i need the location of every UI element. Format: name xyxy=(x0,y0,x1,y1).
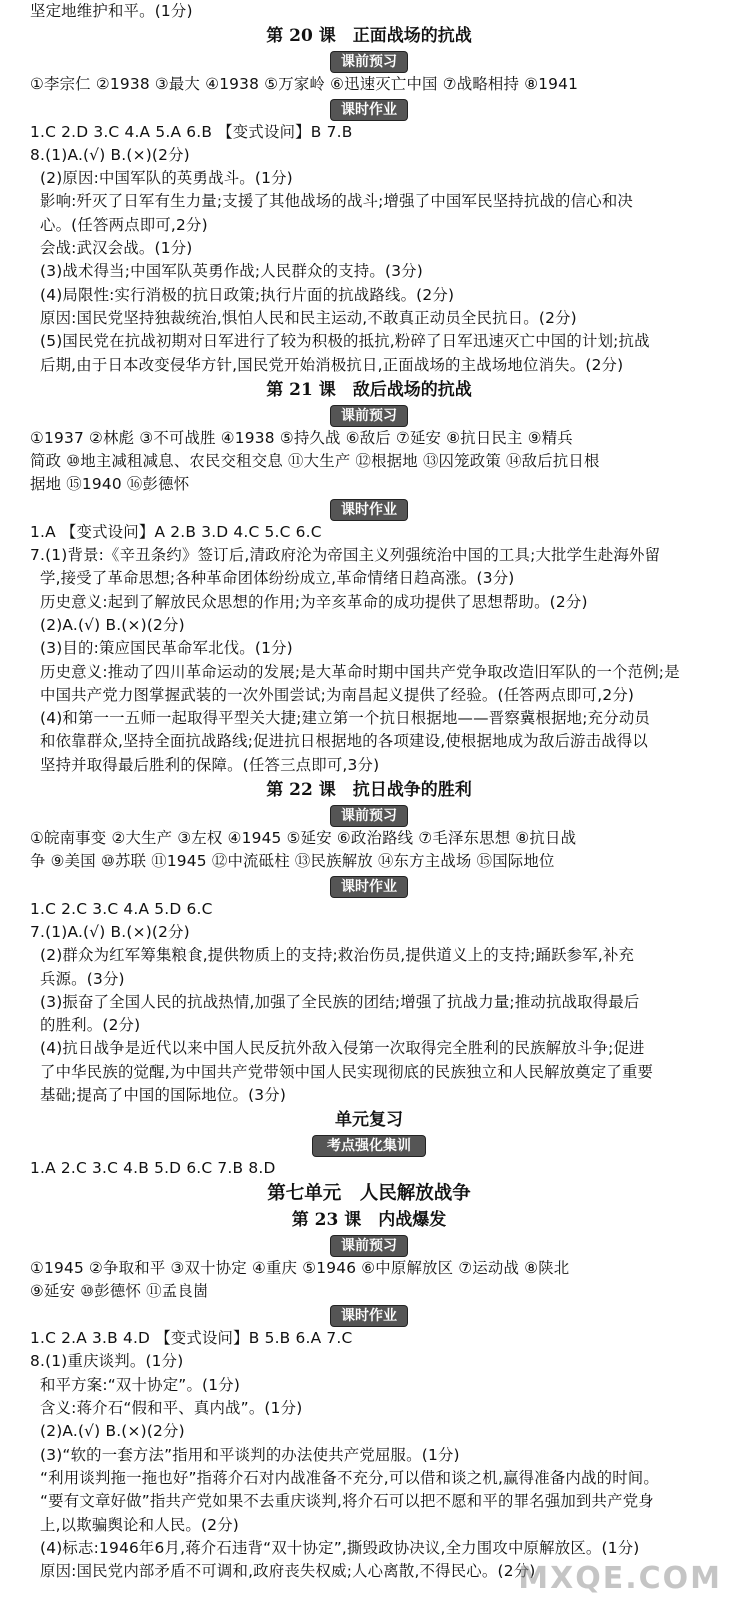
text-line: (4)局限性:实行消极的抗日政策;执行片面的抗战路线。(2分) xyxy=(40,285,455,304)
text-line: (2)群众为红军筹集粮食,提供物质上的支持;救治伤员,提供道义上的支持;踊跃参军,补充 xyxy=(40,946,635,965)
text-line: ①皖南事变 ②大生产 ③左权 ④1945 ⑤延安 ⑥政治路线 ⑦毛泽东思想 ⑧抗日战 xyxy=(30,829,577,848)
text-line: 历史意义:起到了解放民众思想的作用;为辛亥革命的成功提供了思想帮助。(2分) xyxy=(40,592,588,611)
text-line: 坚定地维护和平。(1分) xyxy=(30,2,193,20)
text-line: 中国共产党力图掌握武装的一次外围尝试;为南昌起义提供了经验。(任答两点即可,2分) xyxy=(40,685,635,704)
homework-label: 课时作业 xyxy=(331,1306,407,1326)
text-line: 8.(1)重庆谈判。(1分) xyxy=(30,1352,184,1371)
text-line: 原因:国民党内部矛盾不可调和,政府丧失权威;人心离散,不得民心。(2分) xyxy=(40,1562,536,1581)
homework-header xyxy=(30,1303,708,1327)
text-line: 历史意义:推动了四川革命运动的发展;是大革命时期中国共产党争取改造旧军队的一个范例;是 xyxy=(40,662,680,681)
text-line: (4)标志:1946年6月,蒋介石违背“双十协定”,撕毁政协决议,全力围攻中原解放区。(1分) xyxy=(40,1538,640,1557)
text-line: (3)振奋了全国人民的抗战热情,加强了全民族的团结;增强了抗战力量;推动抗战取得最后 xyxy=(40,992,640,1011)
preview-header xyxy=(30,1233,708,1257)
preview-label: 课前预习 xyxy=(331,406,407,426)
text-line: (2)A.(√) B.(×)(2分) xyxy=(40,1422,185,1441)
text-line: ①1945 ②争取和平 ③双十协定 ④重庆 ⑤1946 ⑥中原解放区 ⑦运动战 ⑧陕北 xyxy=(30,1258,570,1277)
text-line: 学,接受了革命思想;各种革命团体纷纷成立,革命情绪日趋高涨。(3分) xyxy=(40,569,515,588)
text-line: 了中华民族的觉醒,为中国共产党带领中国人民实现彻底的民族独立和人民解放奠定了重要 xyxy=(40,1062,654,1081)
text-line: 基础;提高了中国的国际地位。(3分) xyxy=(40,1085,287,1104)
text-line: ①李宗仁 ②1938 ③最大 ④1938 ⑤万家岭 ⑥迅速灭亡中国 ⑦战略相持 ⑧1941 xyxy=(30,75,579,94)
text-line: 坚持并取得最后胜利的保障。(任答三点即可,3分) xyxy=(40,755,380,774)
text-line: 心。(任答两点即可,2分) xyxy=(40,215,208,234)
drill-header xyxy=(30,1133,708,1157)
text-line: 含义:蒋介石“假和平、真内战”。(1分) xyxy=(40,1399,303,1418)
text-line: 原因:国民党坚持独裁统治,惧怕人民和民主运动,不敢真正动员全民抗日。(2分) xyxy=(40,308,577,327)
preview-header xyxy=(30,403,708,427)
text-line: 1.C 2.D 3.C 4.A 5.A 6.B 【变式设问】B 7.B xyxy=(30,122,353,141)
lesson-23-title: 第 23 课 内战爆发 xyxy=(291,1209,447,1230)
text-line: (4)和第一一五师一起取得平型关大捷;建立第一个抗日根据地——晋察冀根据地;充分动员 xyxy=(40,709,651,728)
text-line: 的胜利。(2分) xyxy=(40,1016,141,1035)
lesson-22-title: 第 22 课 抗日战争的胜利 xyxy=(266,780,472,801)
homework-header xyxy=(30,874,708,898)
text-line: (2)A.(√) B.(×)(2分) xyxy=(40,615,185,634)
text-line: (3)战术得当;中国军队英勇作战;人民群众的支持。(3分) xyxy=(40,262,423,281)
homework-label: 课时作业 xyxy=(331,877,407,897)
text-line: 简政 ⑩地主减租减息、农民交租交息 ⑪大生产 ⑫根据地 ⑬囚笼政策 ⑭敌后抗日根 xyxy=(30,452,600,471)
unit-7-title: 第七单元 人民解放战争 xyxy=(267,1182,471,1204)
text-line: 争 ⑨美国 ⑩苏联 ⑪1945 ⑫中流砥柱 ⑬民族解放 ⑭东方主战场 ⑮国际地位 xyxy=(30,852,555,871)
preview-header xyxy=(30,803,708,827)
drill-label: 考点强化集训 xyxy=(313,1136,425,1156)
homework-header xyxy=(30,497,708,521)
text-line: 1.C 2.C 3.C 4.A 5.D 6.C xyxy=(30,899,213,918)
preview-label: 课前预习 xyxy=(331,52,407,72)
text-line: (3)“软的一套方法”指用和平谈判的办法使共产党屈服。(1分) xyxy=(40,1445,460,1464)
text-line: 会战:武汉会战。(1分) xyxy=(40,239,193,258)
homework-label: 课时作业 xyxy=(331,100,407,120)
text-line: (4)抗日战争是近代以来中国人民反抗外敌入侵第一次取得完全胜利的民族解放斗争;促进 xyxy=(40,1039,645,1058)
lesson-20-title: 第 20 课 正面战场的抗战 xyxy=(266,26,472,47)
text-line: 1.A 2.C 3.C 4.B 5.D 6.C 7.B 8.D xyxy=(30,1159,276,1178)
preview-label: 课前预习 xyxy=(331,806,407,826)
preview-label: 课前预习 xyxy=(331,1236,407,1256)
watermark: MXQE.COM xyxy=(518,1561,722,1596)
lesson-21-title: 第 21 课 敌后战场的抗战 xyxy=(266,379,472,400)
text-line: 1.A 【变式设问】A 2.B 3.D 4.C 5.C 6.C xyxy=(30,522,322,541)
text-line: (5)国民党在抗战初期对日军进行了较为积极的抵抗,粉碎了日军迅速灭亡中国的计划;抗战 xyxy=(40,332,650,351)
text-line: 7.(1)A.(√) B.(×)(2分) xyxy=(30,922,190,941)
text-line: 1.C 2.A 3.B 4.D 【变式设问】B 5.B 6.A 7.C xyxy=(30,1329,353,1348)
text-line: ①1937 ②林彪 ③不可战胜 ④1938 ⑤持久战 ⑥敌后 ⑦延安 ⑧抗日民主 ⑨精兵 xyxy=(30,428,573,447)
homework-label: 课时作业 xyxy=(331,500,407,520)
homework-header xyxy=(30,97,708,121)
text-line: 后期,由于日本改变侵华方针,国民党开始消极抗日,正面战场的主战场地位消失。(2分) xyxy=(40,355,624,374)
text-line: 和平方案:“双十协定”。(1分) xyxy=(40,1375,241,1394)
preview-header xyxy=(30,49,708,73)
text-line: (3)目的:策应国民革命军北伐。(1分) xyxy=(40,639,293,658)
text-line: 7.(1)背景:《辛丑条约》签订后,清政府沦为帝国主义列强统治中国的工具;大批学生赴海外留 xyxy=(30,546,661,565)
text-line: 兵源。(3分) xyxy=(40,969,125,988)
text-line: “利用谈判拖一拖也好”指蒋介石对内战准备不充分,可以借和谈之机,赢得准备内战的时间。 xyxy=(40,1468,659,1487)
text-line: (2)原因:中国军队的英勇战斗。(1分) xyxy=(40,169,293,188)
text-line: “要有文章好做”指共产党如果不去重庆谈判,将介石可以把不愿和平的罪名强加到共产党身 xyxy=(40,1492,654,1511)
text-line: ⑨延安 ⑩彭德怀 ⑪孟良崮 xyxy=(30,1281,209,1300)
text-line: 据地 ⑮1940 ⑯彭德怀 xyxy=(30,475,190,494)
unit-review-title: 单元复习 xyxy=(335,1110,403,1131)
text-line: 上,以欺骗舆论和人民。(2分) xyxy=(40,1515,239,1534)
text-line: 8.(1)A.(√) B.(×)(2分) xyxy=(30,145,190,164)
text-line: 影响:歼灭了日军有生力量;支援了其他战场的战斗;增强了中国军民坚持抗战的信心和决 xyxy=(40,192,634,211)
text-line: 和依靠群众,坚持全面抗战路线;促进抗日根据地的各项建设,使根据地成为敌后游击战得以 xyxy=(40,732,649,751)
